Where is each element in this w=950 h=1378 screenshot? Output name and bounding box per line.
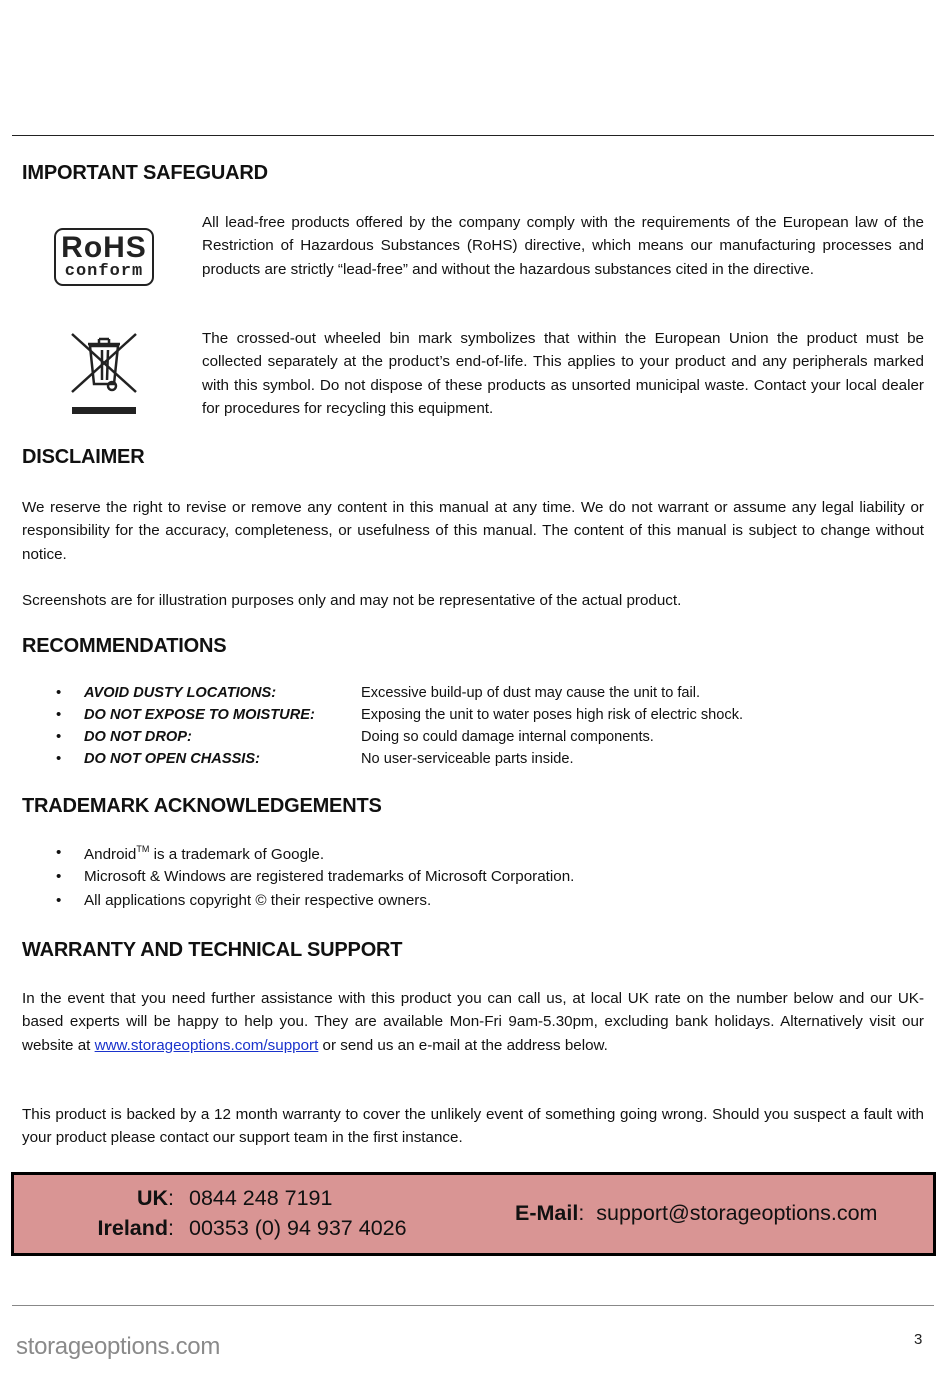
weee-bin-icon [66, 330, 142, 418]
ireland-phone[interactable]: 00353 (0) 94 937 4026 [189, 1216, 407, 1240]
safeguard-heading: IMPORTANT SAFEGUARD [22, 162, 268, 184]
email-address[interactable]: support@storageoptions.com [596, 1201, 878, 1225]
warranty-text-before-link: In the event that you need further assistance with this product you can call us, at local UK rate on the number below and our UK-based experts will be happy to help you. They are available Mon-Fri 9am-5.30pm, excluding bank holidays. Alternatively visit our website at [22, 990, 924, 1054]
bottom-rule [12, 1305, 934, 1306]
rohs-logo-main: RoHS [61, 231, 147, 264]
trademark-symbol: TM [136, 844, 150, 854]
ireland-label-text: Ireland [97, 1216, 169, 1240]
page-number: 3 [914, 1331, 923, 1348]
list-item [0, 729, 950, 751]
recommendation-desc: Excessive build-up of dust may cause the unit to fail. [361, 685, 701, 701]
colon: : [168, 1216, 174, 1240]
disclaimer-paragraph-1: We reserve the right to revise or remove any content in this manual at any time. We do not warrant or assume any legal liability or responsibility for the accuracy, completeness, or usefulness of this manual. The content of this manual is subject to change without notice. [22, 499, 924, 563]
bullet: • [56, 844, 62, 861]
bullet: • [56, 706, 62, 723]
colon: : [578, 1201, 585, 1225]
trademark-heading: TRADEMARK ACKNOWLEDGEMENTS [22, 795, 382, 817]
rohs-paragraph: All lead-free products offered by the company comply with the requirements of the European law of the Restriction of Hazardous Substances (RoHS) directive, which means our manufacturing processes and products are strictly “lead-free” and without the hazardous substances cited in the directive. [202, 214, 924, 278]
trademark-microsoft: Microsoft & Windows are registered trademarks of Microsoft Corporation. [84, 868, 575, 885]
disclaimer-heading: DISCLAIMER [22, 446, 145, 468]
android-name: Android [84, 846, 137, 863]
email-label: E-Mail [515, 1201, 579, 1225]
bullet: • [56, 868, 62, 885]
list-item [0, 707, 950, 729]
recommendations-heading: RECOMMENDATIONS [22, 635, 227, 657]
support-link[interactable]: www.storageoptions.com/support [94, 1036, 319, 1054]
warranty-paragraph-1 [22, 987, 924, 1057]
list-item [0, 844, 950, 868]
recommendation-desc: Exposing the unit to water poses high risk of electric shock. [361, 707, 744, 723]
uk-label [34, 1186, 174, 1211]
colon: : [168, 1186, 174, 1210]
contact-box [11, 1172, 936, 1256]
trademark-apps: All applications copyright © their respective owners. [84, 892, 432, 909]
bullet: • [56, 750, 62, 767]
rohs-logo-sub: conform [64, 262, 144, 281]
recommendation-name: DO NOT DROP: [84, 729, 192, 745]
trademark-android [84, 844, 324, 863]
ireland-label [34, 1216, 174, 1241]
recommendation-name: DO NOT EXPOSE TO MOISTURE: [84, 707, 315, 723]
list-item [0, 892, 950, 916]
warranty-text-after-link: or send us an e-mail at the address below. [318, 1036, 608, 1054]
recommendation-name: DO NOT OPEN CHASSIS: [84, 751, 260, 767]
warranty-heading: WARRANTY AND TECHNICAL SUPPORT [22, 939, 403, 961]
list-item [0, 751, 950, 773]
recommendation-name: AVOID DUSTY LOCATIONS: [84, 685, 277, 701]
bullet: • [56, 892, 62, 909]
list-item [0, 868, 950, 892]
bullet: • [56, 684, 62, 701]
uk-label-text: UK [136, 1186, 169, 1210]
top-rule [12, 135, 934, 136]
email-row [515, 1201, 877, 1226]
recommendation-desc: No user-serviceable parts inside. [361, 751, 574, 767]
android-rest: is a trademark of Google. [149, 846, 325, 863]
rohs-logo [54, 228, 154, 286]
bullet: • [56, 728, 62, 745]
list-item [0, 685, 950, 707]
footer-logo: storageoptions.com [16, 1333, 221, 1360]
uk-phone[interactable]: 0844 248 7191 [189, 1186, 333, 1210]
disclaimer-paragraph-2: Screenshots are for illustration purposes only and may not be representative of the actual product. [22, 592, 682, 609]
recommendation-desc: Doing so could damage internal components. [361, 729, 654, 745]
weee-paragraph: The crossed-out wheeled bin mark symbolizes that within the European Union the product must be collected separately at the product’s end-of-life. This applies to your product and any peripherals marked with this symbol. Do not dispose of these products as unsorted municipal waste. Contact your local dealer for procedures for recycling this equipment. [202, 330, 924, 417]
warranty-paragraph-2: This product is backed by a 12 month warranty to cover the unlikely event of something going wrong. Should you suspect a fault with your product please contact our support team in the first instance. [22, 1106, 924, 1147]
